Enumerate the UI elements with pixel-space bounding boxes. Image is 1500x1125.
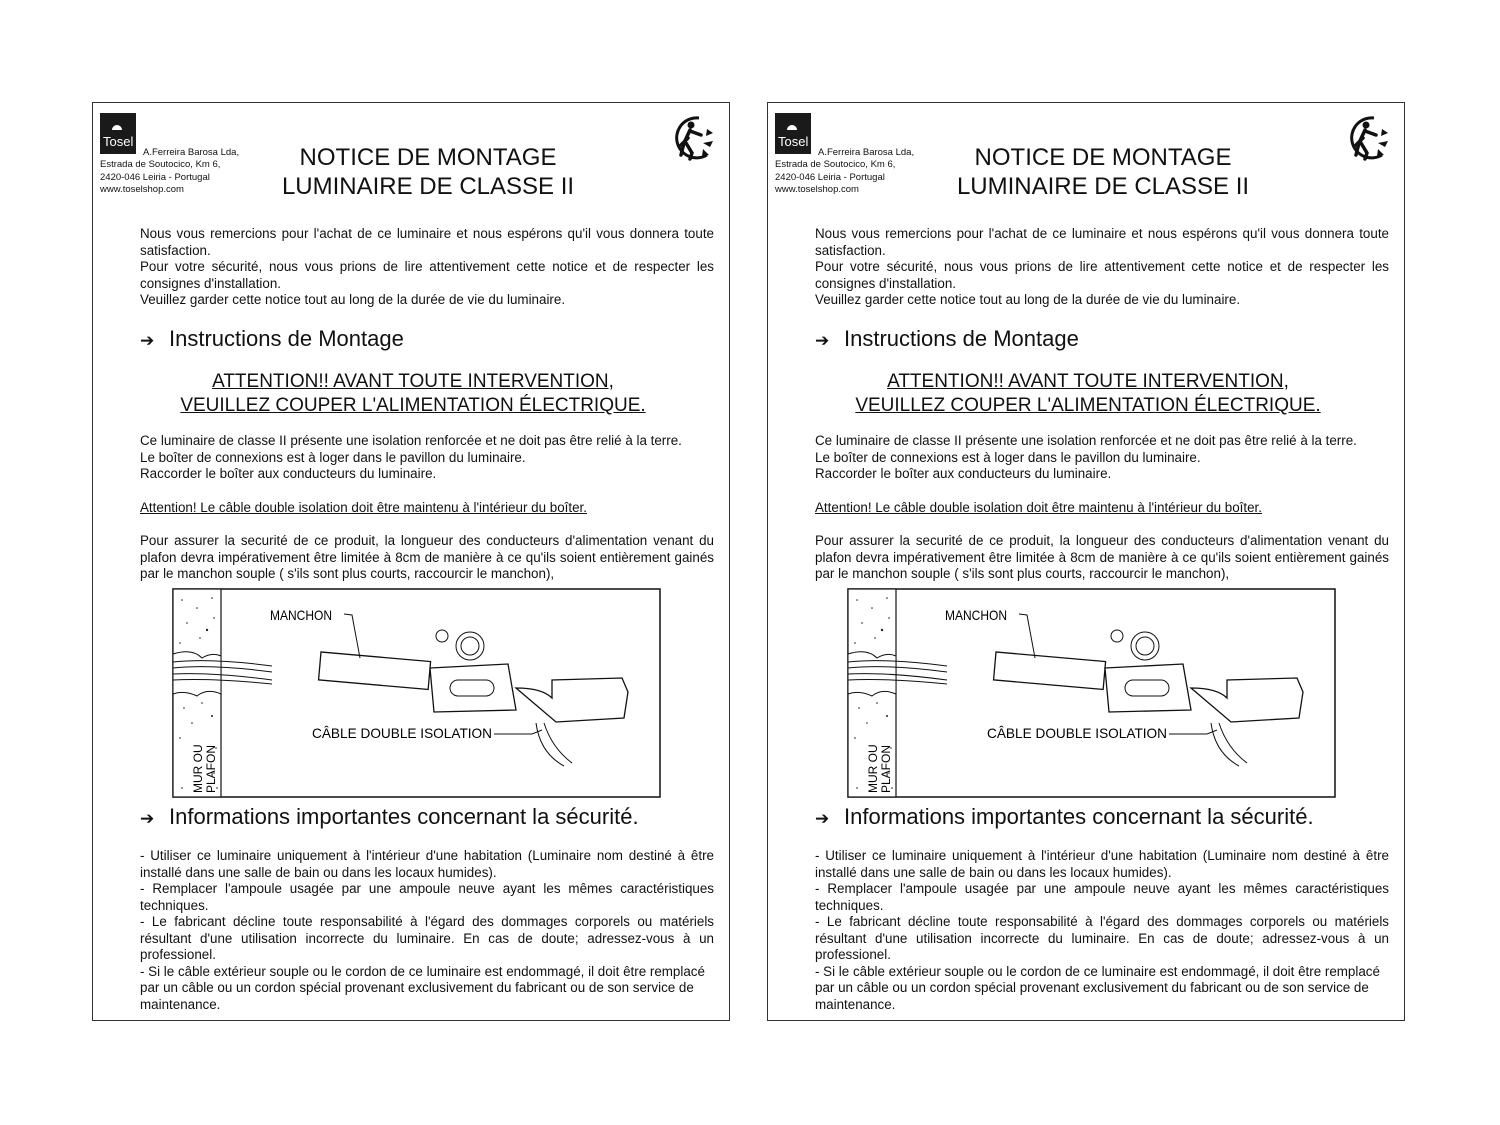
conductor-length-text: Pour assurer la securité de ce produit, la longueur des conducteurs d'alimentation venant du plafon devra impérativement être limitée à 8cm de manière à ce qu'ils soient entièrement gainés par le manchon souple ( s'ils sont plus courts, raccourcir le manchon), <box>140 533 714 581</box>
intro-text: Nous vous remercions pour l'achat de ce luminaire et nous espérons qu'il vous donnera toute satisfaction. Pour votre sécurité, nous vous prions de lire attentivement cette notice et de respecter les consignes d'installation. Veuillez garder cette notice tout au long de la durée de vie du luminaire. <box>140 226 714 307</box>
tosel-logo: Tosel <box>775 113 811 154</box>
safety-item: - Le fabricant décline toute responsabilité à l'égard des dommages corporels ou matériels résultant d'une utilisation incorrecte du luminaire. En cas de doute; adressez-vous à un professionel. <box>140 914 714 962</box>
tosel-logo: Tosel <box>100 113 136 154</box>
wiring-diagram <box>172 588 661 798</box>
safety-item: - Si le câble extérieur souple ou le cordon de ce luminaire est endommagé, il doit être remplacé par un câble ou un cordon spécial provenant exclusivement du fabricant ou de son service de maintenance. <box>140 963 705 1012</box>
cable-warning: Attention! Le câble double isolation doit être maintenu à l'intérieur du boîter. <box>815 500 1262 515</box>
cable-warning: Attention! Le câble double isolation doit être maintenu à l'intérieur du boîter. <box>140 500 587 515</box>
label-wall-2: PLAFON <box>879 744 893 793</box>
label-double-insulated-cable: CÂBLE DOUBLE ISOLATION <box>987 725 1167 741</box>
section-heading-safety: ➔ Informations importantes concernant la sécurité. <box>815 804 1314 832</box>
label-wall-1: MUR OU <box>866 744 880 793</box>
arrow-right-icon: ➔ <box>140 331 155 350</box>
recycling-person-icon <box>669 113 717 163</box>
class-ii-text: Ce luminaire de classe II présente une isolation renforcée et ne doit pas être relié à la terre. Le boîter de connexions est à loger dans le pavillon du luminaire. Raccorder le boîter aux conducteurs du luminaire. <box>140 433 682 481</box>
label-sleeve: MANCHON <box>945 607 1007 623</box>
attention-warning: ATTENTION!! AVANT TOUTE INTERVENTION, VEUILLEZ COUPER L'ALIMENTATION ÉLECTRIQUE. <box>855 371 1321 416</box>
attention-warning: ATTENTION!! AVANT TOUTE INTERVENTION, VEUILLEZ COUPER L'ALIMENTATION ÉLECTRIQUE. <box>180 371 646 416</box>
safety-list <box>140 848 714 1013</box>
arrow-right-icon: ➔ <box>140 809 155 828</box>
conductor-length-text: Pour assurer la securité de ce produit, la longueur des conducteurs d'alimentation venant du plafon devra impérativement être limitée à 8cm de manière à ce qu'ils soient entièrement gainés par le manchon souple ( s'ils sont plus courts, raccourcir le manchon), <box>815 533 1389 581</box>
safety-item: - Si le câble extérieur souple ou le cordon de ce luminaire est endommagé, il doit être remplacé par un câble ou un cordon spécial provenant exclusivement du fabricant ou de son service de maintenance. <box>815 963 1380 1012</box>
safety-item: - Utiliser ce luminaire uniquement à l'intérieur d'une habitation (Luminaire nom destiné à être installé dans une salle de bain ou dans les locaux humides). <box>815 848 1389 880</box>
recycling-person-icon <box>1344 113 1392 163</box>
safety-item: - Utiliser ce luminaire uniquement à l'intérieur d'une habitation (Luminaire nom destiné à être installé dans une salle de bain ou dans les locaux humides). <box>140 848 714 880</box>
safety-item: - Remplacer l'ampoule usagée par une ampoule neuve ayant les mêmes caractéristiques techniques. <box>140 881 714 913</box>
label-sleeve: MANCHON <box>270 607 332 623</box>
safety-item: - Remplacer l'ampoule usagée par une ampoule neuve ayant les mêmes caractéristiques techniques. <box>815 881 1389 913</box>
arrow-right-icon: ➔ <box>815 331 830 350</box>
wiring-diagram <box>847 588 1336 798</box>
section-heading-safety: ➔ Informations importantes concernant la sécurité. <box>140 804 639 832</box>
instruction-page-right <box>767 102 1405 1021</box>
section-heading-installation: ➔ Instructions de Montage <box>140 326 404 354</box>
intro-text: Nous vous remercions pour l'achat de ce luminaire et nous espérons qu'il vous donnera toute satisfaction. Pour votre sécurité, nous vous prions de lire attentivement cette notice et de respecter les consignes d'installation. Veuillez garder cette notice tout au long de la durée de vie du luminaire. <box>815 226 1389 307</box>
arrow-right-icon: ➔ <box>815 809 830 828</box>
company-address: A.Ferreira Barosa Lda, Estrada de Soutocico, Km 6, 2420-046 Leiria - Portugal www.toselshop.com <box>775 147 915 195</box>
safety-item: - Le fabricant décline toute responsabilité à l'égard des dommages corporels ou matériels résultant d'une utilisation incorrecte du luminaire. En cas de doute; adressez-vous à un professionel. <box>815 914 1389 962</box>
instruction-page-left <box>92 102 730 1021</box>
document-title: NOTICE DE MONTAGE LUMINAIRE DE CLASSE II <box>956 144 1250 200</box>
section-heading-installation: ➔ Instructions de Montage <box>815 326 1079 354</box>
safety-list <box>815 848 1389 1013</box>
label-wall-2: PLAFON <box>204 744 218 793</box>
class-ii-text: Ce luminaire de classe II présente une isolation renforcée et ne doit pas être relié à la terre. Le boîter de connexions est à loger dans le pavillon du luminaire. Raccorder le boîter aux conducteurs du luminaire. <box>815 433 1357 481</box>
company-address: A.Ferreira Barosa Lda, Estrada de Soutocico, Km 6, 2420-046 Leiria - Portugal www.toselshop.com <box>100 147 240 195</box>
label-wall-1: MUR OU <box>191 744 205 793</box>
label-double-insulated-cable: CÂBLE DOUBLE ISOLATION <box>312 725 492 741</box>
document-title: NOTICE DE MONTAGE LUMINAIRE DE CLASSE II <box>281 144 575 200</box>
